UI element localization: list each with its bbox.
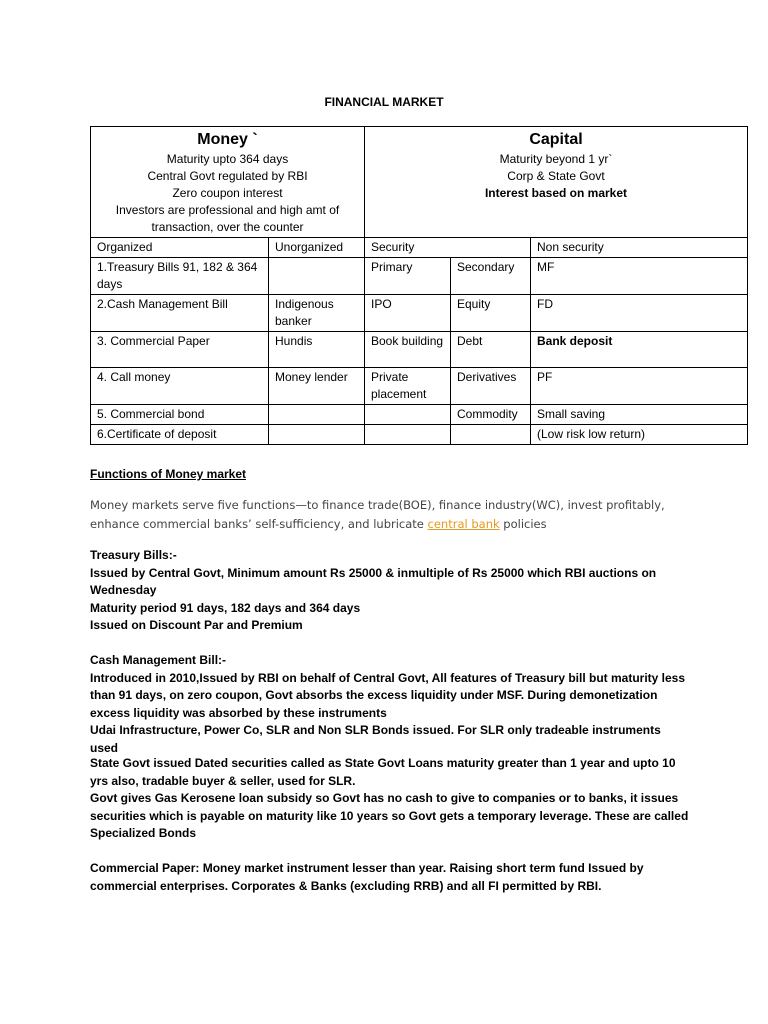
table-cell: Indigenous banker xyxy=(269,295,365,332)
functions-heading: Functions of Money market xyxy=(90,467,247,481)
table-cell: Secondary xyxy=(451,258,531,295)
capital-title: Capital xyxy=(529,131,583,148)
table-cell: Private placement xyxy=(365,368,451,405)
table-cell: MF xyxy=(531,258,748,295)
state-paragraph: State Govt issued Dated securities called as State Govt Loans maturity greater than 1 year and upto 10 yrs also, tradable buyer & seller, used for SLR. xyxy=(90,756,676,788)
treasury-section xyxy=(90,547,690,635)
capital-line: Corp & State Govt xyxy=(507,169,605,183)
table-cell xyxy=(365,425,451,445)
functions-section xyxy=(90,466,690,484)
table-cell: Equity xyxy=(451,295,531,332)
table-cell: 1.Treasury Bills 91, 182 & 364 days xyxy=(91,258,269,295)
money-title: Money ` xyxy=(197,131,258,148)
money-line: Investors are professional and high amt of xyxy=(115,203,340,217)
table-cell: Primary xyxy=(365,258,451,295)
central-bank-link[interactable]: central bank xyxy=(427,517,500,531)
table-cell xyxy=(269,258,365,295)
table-cell: Hundis xyxy=(269,332,365,368)
capital-line: Interest based on market xyxy=(484,186,628,200)
cp-section xyxy=(90,860,690,895)
table-cell: 6.Certificate of deposit xyxy=(91,425,269,445)
capital-line: Maturity beyond 1 yr` xyxy=(499,152,613,166)
table-cell: 4. Call money xyxy=(91,368,269,405)
state-paragraph: Govt gives Gas Kerosene loan subsidy so Govt has no cash to give to companies or to banks, it issues securities which is payable on maturity like 10 years so Govt gets a temporary leverage. These are called xyxy=(90,791,689,823)
capital-header-cell xyxy=(365,127,748,238)
subheader-non-security: Non security xyxy=(531,238,748,258)
specialized-bonds: Specialized Bonds xyxy=(90,826,197,840)
table-cell: Debt xyxy=(451,332,531,368)
table-cell: Book building xyxy=(365,332,451,368)
table-cell xyxy=(451,425,531,445)
table-cell: PF xyxy=(531,368,748,405)
table-cell: Bank deposit xyxy=(531,332,748,368)
cp-text: Money market instrument lesser than year. Raising short term fund Issued by commercial enterprises. Corporates & Banks (excluding RRB) and all FI permitted by RBI. xyxy=(90,861,644,893)
treasury-line: Issued on Discount Par and Premium xyxy=(90,618,303,632)
cmb-paragraph: Introduced in 2010,Issued by RBI on behalf of Central Govt, All features of Treasury bill but maturity less than 91 days, on zero coupon, Govt absorbs the excess liquidity under MSF. During demonetization excess liquidity was absorbed by these instruments xyxy=(90,670,686,720)
table-cell: 3. Commercial Paper xyxy=(91,332,269,368)
state-section xyxy=(90,755,690,843)
table-cell xyxy=(269,425,365,445)
table-cell: Commodity xyxy=(451,405,531,425)
treasury-line: Maturity period 91 days, 182 days and 364 days xyxy=(90,600,361,615)
table-cell: Derivatives xyxy=(451,368,531,405)
cmb-section xyxy=(90,652,688,757)
treasury-line: Issued by Central Govt, Minimum amount Rs 25000 & inmultiple of Rs 25000 which RBI auctions on Wednesday xyxy=(90,565,657,597)
table-cell xyxy=(269,405,365,425)
subheader-security: Security xyxy=(365,238,531,258)
money-line: Zero coupon interest xyxy=(172,186,283,200)
subheader-unorganized: Unorganized xyxy=(269,238,365,258)
money-line: Central Govt regulated by RBI xyxy=(147,169,308,183)
cp-label: Commercial Paper: xyxy=(90,861,200,875)
table-cell xyxy=(365,405,451,425)
table-cell: 2.Cash Management Bill xyxy=(91,295,269,332)
subheader-organized: Organized xyxy=(91,238,269,258)
functions-text-end: policies xyxy=(499,517,547,531)
page-title: FINANCIAL MARKET xyxy=(324,95,444,109)
treasury-heading: Treasury Bills:- xyxy=(90,548,177,562)
table-cell: FD xyxy=(531,295,748,332)
table-cell: (Low risk low return) xyxy=(531,425,748,445)
financial-market-table xyxy=(90,126,748,445)
table-cell: Small saving xyxy=(531,405,748,425)
functions-paragraph xyxy=(90,496,690,534)
money-line: transaction, over the counter xyxy=(151,220,304,234)
money-line: Maturity upto 364 days xyxy=(166,152,289,166)
table-cell: IPO xyxy=(365,295,451,332)
money-header-cell xyxy=(91,127,365,238)
cmb-heading: Cash Management Bill:- xyxy=(90,653,227,667)
functions-text: Money markets serve five functions—to finance trade(BOE), finance industry(WC), invest profitably, enhance commercial banks’ self-sufficiency, and lubricate xyxy=(90,498,665,531)
table-cell: Money lender xyxy=(269,368,365,405)
cmb-paragraph: Udai Infrastructure, Power Co, SLR and Non SLR Bonds issued. For SLR only tradeable instruments used xyxy=(90,723,661,755)
table-cell: 5. Commercial bond xyxy=(91,405,269,425)
